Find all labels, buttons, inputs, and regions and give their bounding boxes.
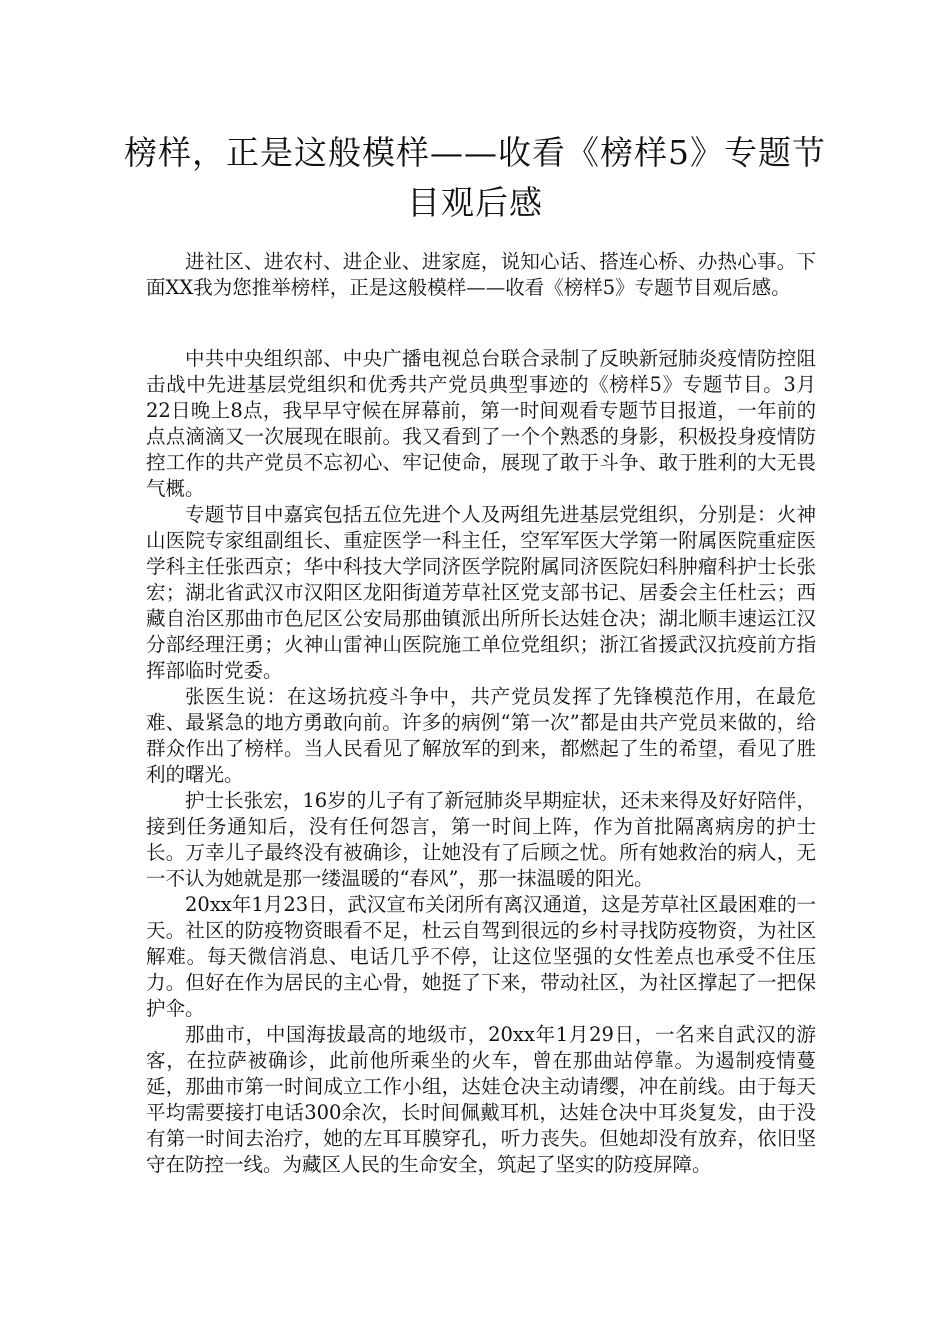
- intro-paragraph: 进社区、进农村、进企业、进家庭，说知心话、搭连心桥、办热心事。下面XX我为您推举榜样，正是这般模样——收看《榜样5》专题节目观后感。: [146, 250, 816, 299]
- body-paragraph: 20xx年1月23日，武汉宣布关闭所有离汉通道，这是芳草社区最困难的一天。社区的防疫物资眼看不足，杜云自驾到很远的乡村寻找防疫物资，为社区解难。每天微信消息、电话几乎不停，让这位坚强的女性差点也承受不住压力。但好在作为居民的主心骨，她挺了下来，带动社区，为社区撑起了一把保护伞。: [146, 893, 816, 1020]
- intro-section: [146, 249, 816, 301]
- body-paragraph: 专题节目中嘉宾包括五位先进个人及两组先进基层党组织，分别是：火神山医院专家组副组长、重症医学一科主任，空军军医大学第一附属医院重症医学科主任张西京；华中科技大学同济医学院附属同济医院妇科肿瘤科护士长张宏；湖北省武汉市汉阳区龙阳街道芳草社区党支部书记、居委会主任杜云；西藏自治区那曲市色尼区公安局那曲镇派出所所长达娃仓决；湖北顺丰速运江汉分部经理汪勇；火神山雷神山医院施工单位党组织；浙江省援武汉抗疫前方指挥部临时党委。: [146, 503, 816, 682]
- main-body: [146, 346, 816, 1178]
- body-paragraph: 中共中央组织部、中央广播电视总台联合录制了反映新冠肺炎疫情防控阻击战中先进基层党组织和优秀共产党员典型事迹的《榜样5》专题节目。3月22日晚上8点，我早早守候在屏幕前，第一时间观看专题节目报道，一年前的点点滴滴又一次展现在眼前。我又看到了一个个熟悉的身影，积极投身疫情防控工作的共产党员不忘初心、牢记使命，展现了敢于斗争、敢于胜利的大无畏气概。: [146, 347, 816, 500]
- body-paragraph: 护士长张宏，16岁的儿子有了新冠肺炎早期症状，还未来得及好好陪伴，接到任务通知后，没有任何怨言，第一时间上阵，作为首批隔离病房的护士长。万幸儿子最终没有被确诊，让她没有了后顾之忧。所有她救治的病人，无一不认为她就是那一缕温暖的“春风”，那一抹温暖的阳光。: [146, 789, 816, 890]
- body-paragraph: 张医生说：在这场抗疫斗争中，共产党员发挥了先锋模范作用，在最危难、最紧急的地方勇敢向前。许多的病例“第一次”都是由共产党员来做的，给群众作出了榜样。当人民看见了解放军的到来，都燃起了生的希望，看见了胜利的曙光。: [146, 685, 816, 786]
- document-title: 榜样，正是这般模样——收看《榜样5》专题节目观后感: [124, 133, 826, 222]
- body-paragraph: 那曲市，中国海拔最高的地级市，20xx年1月29日，一名来自武汉的游客，在拉萨被确诊，此前他所乘坐的火车，曾在那曲站停靠。为遏制疫情蔓延，那曲市第一时间成立工作小组，达娃仓决主动请缨，冲在前线。由于每天平均需要接打电话300余次，长时间佩戴耳机，达娃仓决中耳炎复发，由于没有第一时间去治疗，她的左耳耳膜穿孔，听力丧失。但她却没有放弃，依旧坚守在防控一线。为藏区人民的生命安全，筑起了坚实的防疫屏障。: [146, 1023, 816, 1176]
